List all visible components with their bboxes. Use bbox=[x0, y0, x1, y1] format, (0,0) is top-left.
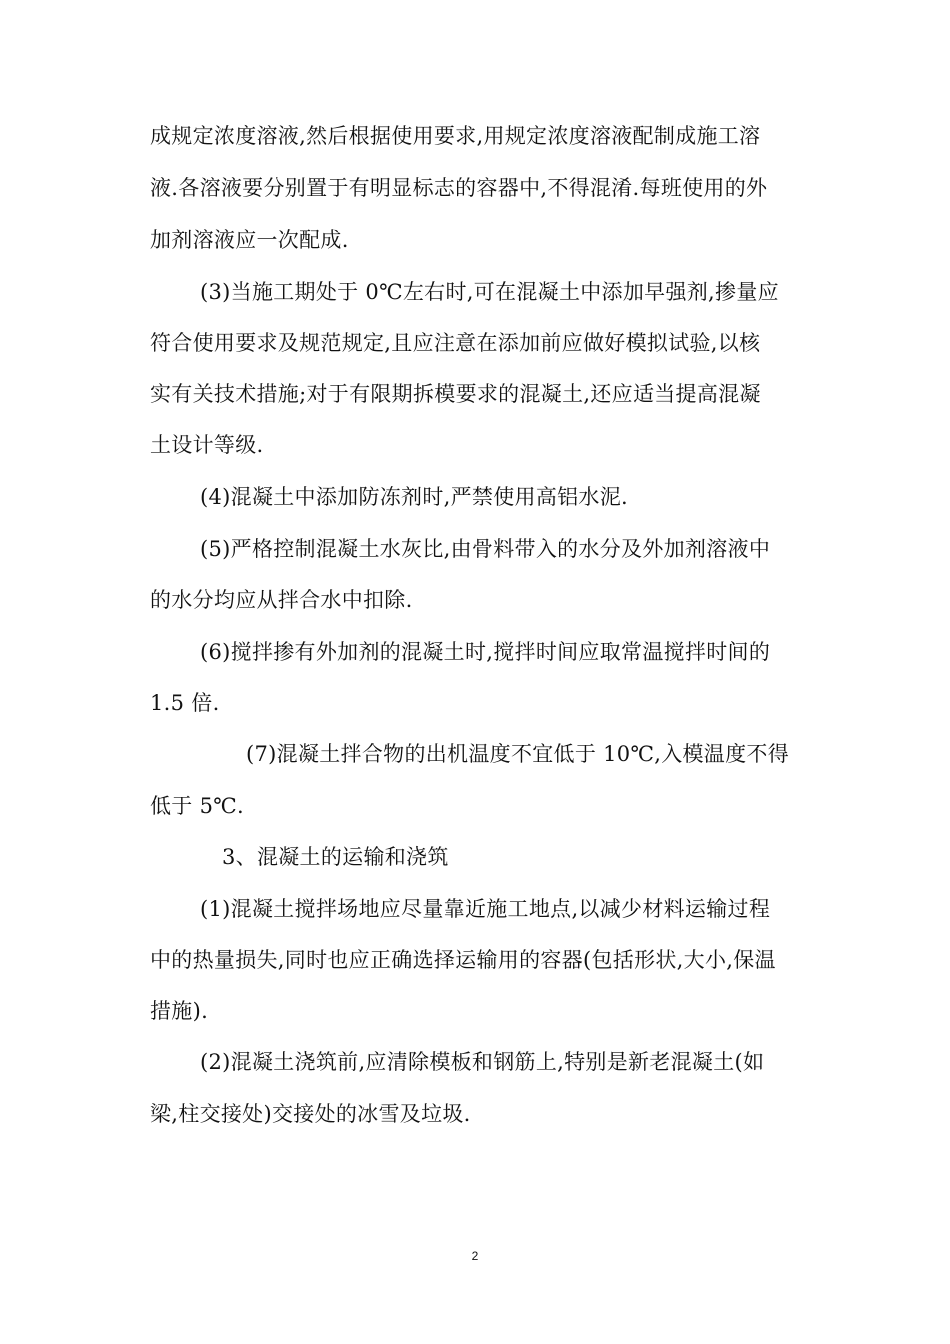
text-line: (2)混凝土浇筑前,应清除模板和钢筋上,特别是新老混凝土(如 bbox=[200, 1050, 765, 1074]
text-line: 成规定浓度溶液,然后根据使用要求,用规定浓度溶液配制成施工溶 bbox=[150, 124, 761, 148]
text-line: (1)混凝土搅拌场地应尽量靠近施工地点,以减少材料运输过程 bbox=[200, 897, 771, 921]
text-line: 1.5 倍. bbox=[150, 691, 220, 715]
text-line: 实有关技术措施;对于有限期拆模要求的混凝土,还应适当提高混凝 bbox=[150, 382, 761, 406]
text-line: (3)当施工期处于 0℃左右时,可在混凝土中添加早强剂,掺量应 bbox=[200, 280, 779, 304]
text-line: (7)混凝土拌合物的出机温度不宜低于 10℃,入模温度不得 bbox=[246, 742, 790, 766]
text-line: 梁,柱交接处)交接处的冰雪及垃圾. bbox=[150, 1102, 471, 1126]
text-line: 中的热量损失,同时也应正确选择运输用的容器(包括形状,大小,保温 bbox=[150, 948, 776, 972]
text-line: 土设计等级. bbox=[150, 433, 264, 457]
text-line: 液.各溶液要分别置于有明显标志的容器中,不得混淆.每班使用的外 bbox=[150, 176, 768, 200]
text-line: 的水分均应从拌合水中扣除. bbox=[150, 588, 413, 612]
text-line: 措施). bbox=[150, 999, 209, 1023]
text-line: 符合使用要求及规范规定,且应注意在添加前应做好模拟试验,以核 bbox=[150, 331, 761, 355]
text-line: 加剂溶液应一次配成. bbox=[150, 228, 349, 252]
section-heading: 3、混凝土的运输和浇筑 bbox=[222, 845, 449, 869]
page-number: 2 bbox=[471, 1249, 479, 1263]
text-line: (5)严格控制混凝土水灰比,由骨料带入的水分及外加剂溶液中 bbox=[200, 537, 771, 561]
text-line: (6)搅拌掺有外加剂的混凝土时,搅拌时间应取常温搅拌时间的 bbox=[200, 640, 771, 664]
text-line: (4)混凝土中添加防冻剂时,严禁使用高铝水泥. bbox=[200, 485, 628, 509]
text-line: 低于 5℃. bbox=[150, 794, 245, 818]
